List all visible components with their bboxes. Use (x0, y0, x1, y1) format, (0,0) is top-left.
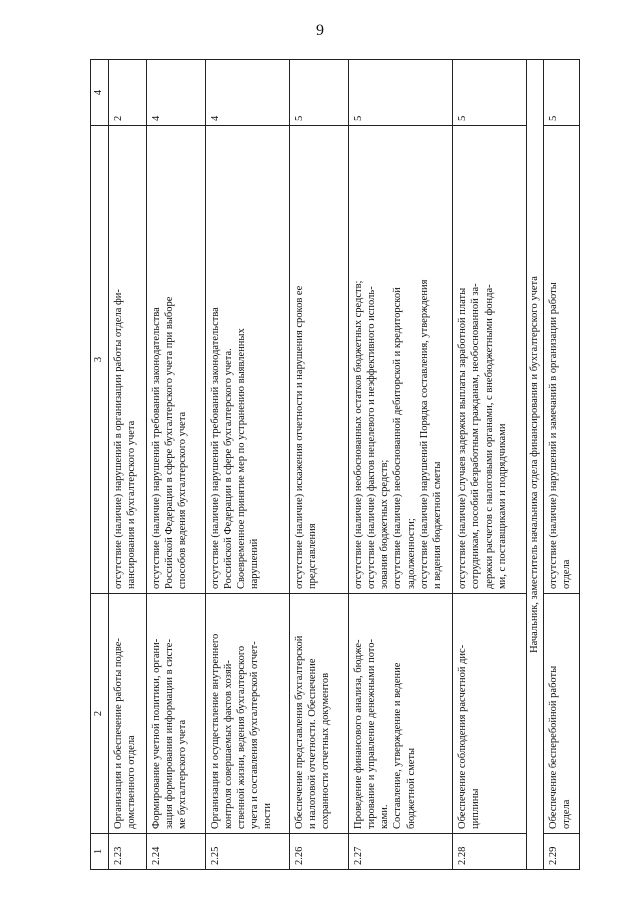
indicator-cell: отсутствие (наличие) необоснованных остатков бюджетных средств; отсутствие (наличие) фактов нецелевого и неэффективного исполь- зования бюджетных средств; отсутствие (наличие) необоснованной дебиторской и кредиторской задолженности; отсутствие (наличие) нарушений Порядка составления, утверждения и ведения бюджетной сметы (349, 126, 453, 594)
score-cell: 4 (146, 60, 205, 126)
table-row (349, 60, 453, 870)
section-row (527, 60, 544, 870)
table-row (205, 60, 289, 870)
row-number: 2.24 (146, 834, 205, 870)
rotated-table-container (90, 60, 580, 870)
score-cell: 5 (453, 60, 527, 126)
header-row (91, 60, 109, 870)
table-row (146, 60, 205, 870)
table-row (453, 60, 527, 870)
row-number: 2.26 (290, 834, 349, 870)
score-cell: 2 (108, 60, 146, 126)
row-number: 2.25 (205, 834, 289, 870)
indicator-cell: отсутствие (наличие) нарушений требований законодательства Российской Федерации в сфере бухгалтерского учета. Своевременное принятие мер по устранению выявленных нарушений (205, 126, 289, 594)
row-number: 2.23 (108, 834, 146, 870)
header-cell: 2 (91, 594, 109, 834)
header-cell: 3 (91, 126, 109, 594)
function-cell: Обеспечение представления бухгалтерской и налоговой отчетности. Обеспечение сохранности отчетных документов (290, 594, 349, 834)
score-cell: 5 (290, 60, 349, 126)
function-cell: Обеспечение соблюдения расчетной дис- циплины (453, 594, 527, 834)
row-number: 2.27 (349, 834, 453, 870)
indicator-cell: отсутствие (наличие) случаев задержки выплаты заработной платы сотрудникам, пособий безработным гражданам, необоснованной за- держки расчетов с налоговыми органами, с внебюджетными фонда- ми, с поставщиками и подрядчиками (453, 126, 527, 594)
indicator-cell: отсутствие (наличие) нарушений и замечаний в организации работы отдела (544, 126, 580, 594)
table-row (108, 60, 146, 870)
score-cell: 5 (544, 60, 580, 126)
function-cell: Организация и обеспечение работы подве- домственного отдела (108, 594, 146, 834)
score-cell: 4 (205, 60, 289, 126)
row-number: 2.28 (453, 834, 527, 870)
score-cell: 5 (349, 60, 453, 126)
indicator-cell: отсутствие (наличие) нарушений в организации работы отдела фи- нансирования и бухгалтерского учета (108, 126, 146, 594)
page-number: 9 (316, 22, 324, 39)
function-cell: Проведение финансового анализа, бюдже- тирование и управление денежными пото- ками. Составление, утверждение и ведение бюджетной сметы (349, 594, 453, 834)
section-title: Начальник, заместитель начальника отдела финансирования и бухгалтерского учета (527, 60, 544, 870)
evaluation-table (90, 59, 580, 870)
table-row (290, 60, 349, 870)
function-cell: Организация и осуществление внутреннего контроля совершаемых фактов хозяй- ственной жизни, ведения бухгалтерского учета и составления бухгалтерской отчет- ности (205, 594, 289, 834)
function-cell: Обеспечение бесперебойной работы отдела (544, 594, 580, 834)
row-number: 2.29 (544, 834, 580, 870)
table-row (544, 60, 580, 870)
header-cell: 4 (91, 60, 109, 126)
indicator-cell: отсутствие (наличие) нарушений требований законодательства Российской Федерации в сфере бухгалтерского учета при выборе способов ведения бухгалтерского учета (146, 126, 205, 594)
function-cell: Формирование учетной политики, органи- зация формирования информации в систе- ме бухгалтерского учета (146, 594, 205, 834)
indicator-cell: отсутствие (наличие) искажения отчетности и нарушения сроков ее представления (290, 126, 349, 594)
header-cell: 1 (91, 834, 109, 870)
